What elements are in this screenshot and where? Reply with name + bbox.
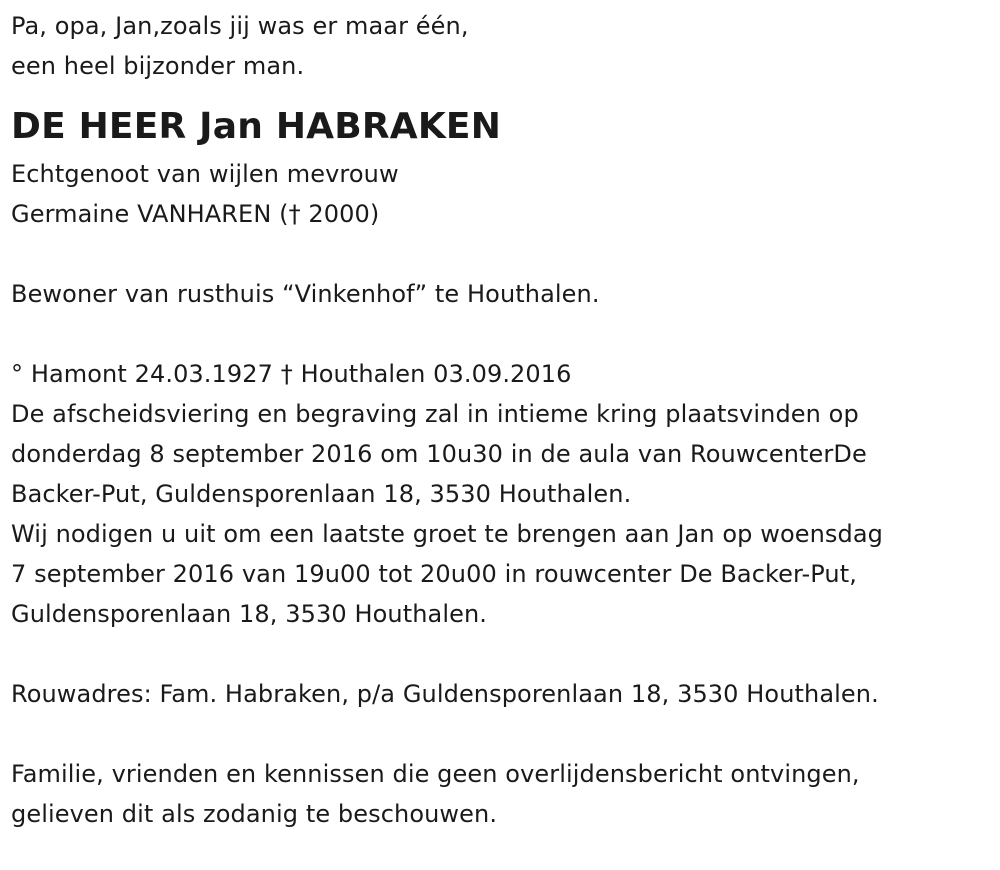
verse-line: een heel bijzonder man. [11, 52, 305, 80]
spacer [11, 634, 991, 674]
closing-line: Familie, vrienden en kennissen die geen overlijdensbericht ontvingen, [11, 760, 860, 788]
residence-line: Bewoner van rusthuis “Vinkenhof” te Houthalen. [11, 280, 600, 308]
mourning-address: Rouwadres: Fam. Habraken, p/a Guldensporenlaan 18, 3530 Houthalen. [11, 680, 879, 708]
birth-death-line: ° Hamont 24.03.1927 † Houthalen 03.09.2016 [11, 360, 572, 388]
spacer [11, 86, 991, 100]
closing-note [11, 754, 991, 834]
life-and-service-info [11, 354, 991, 634]
spouse-line: Germaine VANHAREN († 2000) [11, 200, 380, 228]
service-line: donderdag 8 september 2016 om 10u30 in de aula van RouwcenterDe [11, 440, 867, 468]
spouse-info [11, 154, 991, 234]
spacer [11, 314, 991, 354]
verse-line: Pa, opa, Jan,zoals jij was er maar één, [11, 12, 469, 40]
visitation-line: 7 september 2016 van 19u00 tot 20u00 in rouwcenter De Backer-Put, [11, 560, 857, 588]
closing-line: gelieven dit als zodanig te beschouwen. [11, 800, 498, 828]
service-line: De afscheidsviering en begraving zal in intieme kring plaatsvinden op [11, 400, 859, 428]
spouse-line: Echtgenoot van wijlen mevrouw [11, 160, 399, 188]
opening-verse [11, 6, 991, 86]
spacer [11, 714, 991, 754]
spacer [11, 234, 991, 274]
visitation-line: Wij nodigen u uit om een laatste groet te brengen aan Jan op woensdag [11, 520, 883, 548]
obituary-notice [11, 6, 991, 834]
visitation-line: Guldensporenlaan 18, 3530 Houthalen. [11, 600, 487, 628]
service-line: Backer-Put, Guldensporenlaan 18, 3530 Houthalen. [11, 480, 632, 508]
deceased-name: DE HEER Jan HABRAKEN [11, 106, 502, 147]
